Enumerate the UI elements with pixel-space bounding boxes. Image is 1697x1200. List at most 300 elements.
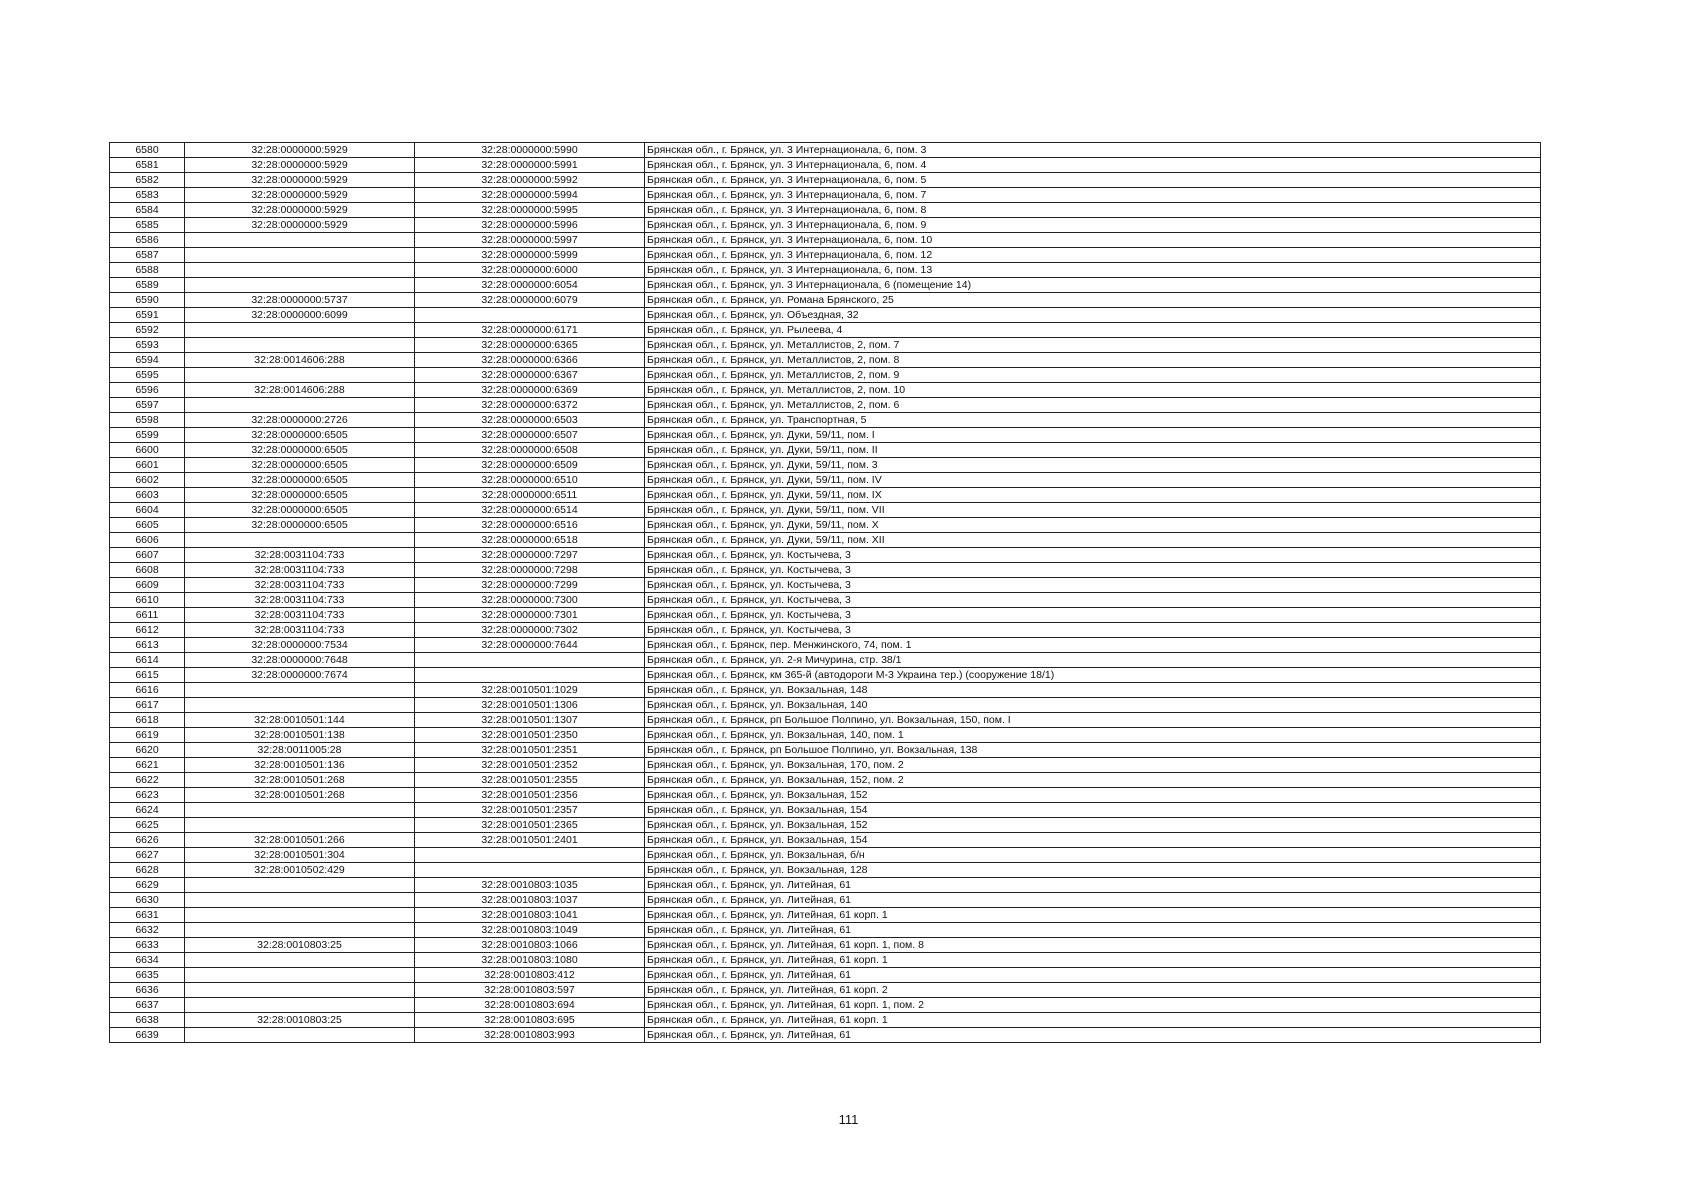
table-body [110,143,1541,1043]
address-cell: Брянская обл., г. Брянск, ул. Дуки, 59/11, пом. IV [645,473,1541,488]
row-number-cell: 6588 [110,263,185,278]
parent-cadastral-number-cell: 32:28:0031104:733 [185,623,415,638]
address-cell: Брянская обл., г. Брянск, ул. Литейная, 61 корп. 1 [645,1013,1541,1028]
cadastral-number-cell: 32:28:0000000:6508 [415,443,645,458]
cadastral-number-cell: 32:28:0010501:1306 [415,698,645,713]
row-number-cell: 6615 [110,668,185,683]
cadastral-number-cell: 32:28:0000000:7298 [415,563,645,578]
parent-cadastral-number-cell: 32:28:0000000:5737 [185,293,415,308]
parent-cadastral-number-cell: 32:28:0014606:288 [185,353,415,368]
parent-cadastral-number-cell [185,278,415,293]
row-number-cell: 6638 [110,1013,185,1028]
address-cell: Брянская обл., г. Брянск, ул. Вокзальная, 154 [645,803,1541,818]
parent-cadastral-number-cell: 32:28:0000000:7648 [185,653,415,668]
table-row [110,458,1541,473]
row-number-cell: 6635 [110,968,185,983]
address-cell: Брянская обл., г. Брянск, ул. Вокзальная, 140, пом. 1 [645,728,1541,743]
table-row [110,218,1541,233]
row-number-cell: 6597 [110,398,185,413]
parent-cadastral-number-cell: 32:28:0010501:138 [185,728,415,743]
address-cell: Брянская обл., г. Брянск, ул. Металлистов, 2, пом. 6 [645,398,1541,413]
row-number-cell: 6629 [110,878,185,893]
address-cell: Брянская обл., г. Брянск, ул. Металлистов, 2, пом. 8 [645,353,1541,368]
address-cell: Брянская обл., г. Брянск, рп Большое Полпино, ул. Вокзальная, 150, пом. I [645,713,1541,728]
table-row [110,668,1541,683]
cadastral-number-cell: 32:28:0000000:6503 [415,413,645,428]
row-number-cell: 6609 [110,578,185,593]
cadastral-number-cell: 32:28:0010501:2351 [415,743,645,758]
table-row [110,893,1541,908]
row-number-cell: 6610 [110,593,185,608]
parent-cadastral-number-cell [185,893,415,908]
cadastral-number-cell: 32:28:0010501:2356 [415,788,645,803]
row-number-cell: 6587 [110,248,185,263]
address-cell: Брянская обл., г. Брянск, ул. Вокзальная, 152 [645,788,1541,803]
cadastral-number-cell [415,653,645,668]
parent-cadastral-number-cell [185,983,415,998]
table-row [110,773,1541,788]
cadastral-number-cell: 32:28:0010803:1035 [415,878,645,893]
address-cell: Брянская обл., г. Брянск, ул. Литейная, 61 корп. 1 [645,953,1541,968]
table-row [110,323,1541,338]
row-number-cell: 6599 [110,428,185,443]
cadastral-number-cell: 32:28:0010501:2365 [415,818,645,833]
row-number-cell: 6623 [110,788,185,803]
cadastral-number-cell: 32:28:0000000:5990 [415,143,645,158]
row-number-cell: 6608 [110,563,185,578]
table-row [110,368,1541,383]
parent-cadastral-number-cell: 32:28:0010501:136 [185,758,415,773]
cadastral-number-cell: 32:28:0010803:597 [415,983,645,998]
row-number-cell: 6605 [110,518,185,533]
cadastral-number-cell: 32:28:0010803:993 [415,1028,645,1043]
row-number-cell: 6631 [110,908,185,923]
cadastral-number-cell: 32:28:0010803:1037 [415,893,645,908]
parent-cadastral-number-cell: 32:28:0000000:6505 [185,428,415,443]
table-row [110,173,1541,188]
row-number-cell: 6636 [110,983,185,998]
parent-cadastral-number-cell: 32:28:0031104:733 [185,548,415,563]
row-number-cell: 6613 [110,638,185,653]
parent-cadastral-number-cell [185,533,415,548]
table-row [110,503,1541,518]
parent-cadastral-number-cell [185,923,415,938]
table-row [110,443,1541,458]
table-row [110,908,1541,923]
cadastral-number-cell: 32:28:0010803:1066 [415,938,645,953]
parent-cadastral-number-cell [185,1028,415,1043]
row-number-cell: 6606 [110,533,185,548]
cadastral-number-cell: 32:28:0000000:6372 [415,398,645,413]
row-number-cell: 6600 [110,443,185,458]
row-number-cell: 6622 [110,773,185,788]
address-cell: Брянская обл., г. Брянск, ул. Вокзальная, 128 [645,863,1541,878]
parent-cadastral-number-cell: 32:28:0010501:266 [185,833,415,848]
table-row [110,1028,1541,1043]
row-number-cell: 6626 [110,833,185,848]
address-cell: Брянская обл., г. Брянск, ул. Металлистов, 2, пом. 9 [645,368,1541,383]
address-cell: Брянская обл., г. Брянск, ул. 3 Интернационала, 6, пом. 10 [645,233,1541,248]
parent-cadastral-number-cell [185,698,415,713]
row-number-cell: 6582 [110,173,185,188]
parent-cadastral-number-cell: 32:28:0031104:733 [185,608,415,623]
address-cell: Брянская обл., г. Брянск, ул. Литейная, 61 корп. 1, пом. 2 [645,998,1541,1013]
row-number-cell: 6604 [110,503,185,518]
cadastral-number-cell: 32:28:0000000:5996 [415,218,645,233]
row-number-cell: 6614 [110,653,185,668]
cadastral-number-cell: 32:28:0000000:5991 [415,158,645,173]
address-cell: Брянская обл., г. Брянск, ул. Костычева, 3 [645,548,1541,563]
parent-cadastral-number-cell: 32:28:0014606:288 [185,383,415,398]
parent-cadastral-number-cell: 32:28:0000000:7674 [185,668,415,683]
address-cell: Брянская обл., г. Брянск, км 365-й (автодороги М-3 Украина тер.) (сооружение 18/1) [645,668,1541,683]
row-number-cell: 6621 [110,758,185,773]
parent-cadastral-number-cell: 32:28:0000000:5929 [185,173,415,188]
address-cell: Брянская обл., г. Брянск, ул. Костычева, 3 [645,578,1541,593]
cadastral-number-cell: 32:28:0000000:6518 [415,533,645,548]
parent-cadastral-number-cell: 32:28:0000000:5929 [185,203,415,218]
address-cell: Брянская обл., г. Брянск, ул. Литейная, 61 [645,878,1541,893]
parent-cadastral-number-cell [185,998,415,1013]
cadastral-number-cell [415,308,645,323]
table-row [110,203,1541,218]
parent-cadastral-number-cell [185,683,415,698]
cadastral-number-cell: 32:28:0010803:694 [415,998,645,1013]
address-cell: Брянская обл., г. Брянск, ул. Вокзальная, 140 [645,698,1541,713]
cadastral-number-cell: 32:28:0000000:6079 [415,293,645,308]
parent-cadastral-number-cell [185,968,415,983]
parent-cadastral-number-cell: 32:28:0000000:6505 [185,503,415,518]
cadastral-number-cell: 32:28:0000000:5995 [415,203,645,218]
table-row [110,263,1541,278]
parent-cadastral-number-cell [185,323,415,338]
table-row [110,758,1541,773]
table-row [110,863,1541,878]
table-row [110,638,1541,653]
row-number-cell: 6612 [110,623,185,638]
cadastral-number-cell: 32:28:0000000:7299 [415,578,645,593]
parent-cadastral-number-cell [185,398,415,413]
cadastral-number-cell: 32:28:0010501:1029 [415,683,645,698]
table-row [110,728,1541,743]
parent-cadastral-number-cell [185,263,415,278]
parent-cadastral-number-cell: 32:28:0000000:6505 [185,458,415,473]
table-row [110,878,1541,893]
address-cell: Брянская обл., г. Брянск, ул. Литейная, 61 [645,893,1541,908]
address-cell: Брянская обл., г. Брянск, ул. 3 Интернационала, 6, пом. 8 [645,203,1541,218]
parent-cadastral-number-cell: 32:28:0010501:268 [185,788,415,803]
row-number-cell: 6601 [110,458,185,473]
row-number-cell: 6633 [110,938,185,953]
cadastral-number-cell: 32:28:0010803:1080 [415,953,645,968]
table-row [110,998,1541,1013]
row-number-cell: 6593 [110,338,185,353]
cadastral-number-cell: 32:28:0010803:412 [415,968,645,983]
address-cell: Брянская обл., г. Брянск, ул. Романа Брянского, 25 [645,293,1541,308]
row-number-cell: 6602 [110,473,185,488]
table-row [110,938,1541,953]
table-row [110,803,1541,818]
row-number-cell: 6619 [110,728,185,743]
address-cell: Брянская обл., г. Брянск, ул. Металлистов, 2, пом. 7 [645,338,1541,353]
row-number-cell: 6628 [110,863,185,878]
address-cell: Брянская обл., г. Брянск, ул. Металлистов, 2, пом. 10 [645,383,1541,398]
cadastral-number-cell: 32:28:0010501:2352 [415,758,645,773]
cadastral-number-cell: 32:28:0000000:7644 [415,638,645,653]
table-row [110,293,1541,308]
address-cell: Брянская обл., г. Брянск, ул. Литейная, 61 [645,968,1541,983]
cadastral-number-cell: 32:28:0000000:6171 [415,323,645,338]
address-cell: Брянская обл., г. Брянск, ул. Дуки, 59/11, пом. X [645,518,1541,533]
parent-cadastral-number-cell: 32:28:0000000:2726 [185,413,415,428]
address-cell: Брянская обл., г. Брянск, ул. Литейная, 61 [645,1028,1541,1043]
table-row [110,233,1541,248]
cadastral-number-cell: 32:28:0000000:6000 [415,263,645,278]
address-cell: Брянская обл., г. Брянск, ул. Дуки, 59/11, пом. XII [645,533,1541,548]
table-row [110,353,1541,368]
address-cell: Брянская обл., г. Брянск, ул. Литейная, 61 корп. 2 [645,983,1541,998]
address-cell: Брянская обл., г. Брянск, ул. Литейная, 61 корп. 1, пом. 8 [645,938,1541,953]
address-cell: Брянская обл., г. Брянск, ул. Костычева, 3 [645,623,1541,638]
table-row [110,473,1541,488]
address-cell: Брянская обл., г. Брянск, ул. Дуки, 59/11, пом. IX [645,488,1541,503]
row-number-cell: 6603 [110,488,185,503]
table-row [110,968,1541,983]
row-number-cell: 6617 [110,698,185,713]
address-cell: Брянская обл., г. Брянск, ул. Дуки, 59/11, пом. 3 [645,458,1541,473]
row-number-cell: 6591 [110,308,185,323]
parent-cadastral-number-cell [185,233,415,248]
address-cell: Брянская обл., г. Брянск, ул. 3 Интернационала, 6, пом. 13 [645,263,1541,278]
address-cell: Брянская обл., г. Брянск, ул. Дуки, 59/11, пом. II [645,443,1541,458]
row-number-cell: 6627 [110,848,185,863]
cadastral-number-cell [415,863,645,878]
address-cell: Брянская обл., г. Брянск, ул. Вокзальная, б/н [645,848,1541,863]
cadastral-number-cell: 32:28:0000000:6365 [415,338,645,353]
row-number-cell: 6581 [110,158,185,173]
cadastral-number-cell: 32:28:0000000:5999 [415,248,645,263]
parent-cadastral-number-cell: 32:28:0010501:304 [185,848,415,863]
cadastral-number-cell: 32:28:0000000:6511 [415,488,645,503]
table-row [110,548,1541,563]
table-row [110,788,1541,803]
row-number-cell: 6583 [110,188,185,203]
address-cell: Брянская обл., г. Брянск, пер. Менжинского, 74, пом. 1 [645,638,1541,653]
parent-cadastral-number-cell [185,908,415,923]
parent-cadastral-number-cell: 32:28:0000000:6505 [185,473,415,488]
cadastral-number-cell: 32:28:0000000:7301 [415,608,645,623]
cadastral-number-cell: 32:28:0010501:2401 [415,833,645,848]
row-number-cell: 6585 [110,218,185,233]
table-row [110,518,1541,533]
address-cell: Брянская обл., г. Брянск, ул. 3 Интернационала, 6, пом. 4 [645,158,1541,173]
row-number-cell: 6632 [110,923,185,938]
table-row [110,488,1541,503]
row-number-cell: 6639 [110,1028,185,1043]
table-row [110,1013,1541,1028]
row-number-cell: 6616 [110,683,185,698]
address-cell: Брянская обл., г. Брянск, ул. Костычева, 3 [645,593,1541,608]
table-row [110,983,1541,998]
address-cell: Брянская обл., г. Брянск, ул. 3 Интернационала, 6 (помещение 14) [645,278,1541,293]
parent-cadastral-number-cell: 32:28:0010803:25 [185,1013,415,1028]
parent-cadastral-number-cell: 32:28:0010501:268 [185,773,415,788]
address-cell: Брянская обл., г. Брянск, ул. Литейная, 61 [645,923,1541,938]
row-number-cell: 6592 [110,323,185,338]
address-cell: Брянская обл., г. Брянск, ул. Литейная, 61 корп. 1 [645,908,1541,923]
cadastral-number-cell: 32:28:0010803:695 [415,1013,645,1028]
row-number-cell: 6625 [110,818,185,833]
cadastral-number-cell: 32:28:0000000:7297 [415,548,645,563]
parent-cadastral-number-cell [185,953,415,968]
address-cell: Брянская обл., г. Брянск, ул. Костычева, 3 [645,608,1541,623]
table-row [110,698,1541,713]
cadastral-number-cell: 32:28:0010501:2357 [415,803,645,818]
table-row [110,848,1541,863]
address-cell: Брянская обл., г. Брянск, ул. 3 Интернационала, 6, пом. 3 [645,143,1541,158]
table-row [110,833,1541,848]
cadastral-number-cell: 32:28:0010501:2350 [415,728,645,743]
parent-cadastral-number-cell: 32:28:0000000:5929 [185,218,415,233]
address-cell: Брянская обл., г. Брянск, ул. 2-я Мичурина, стр. 38/1 [645,653,1541,668]
parent-cadastral-number-cell [185,368,415,383]
parent-cadastral-number-cell: 32:28:0011005:28 [185,743,415,758]
cadastral-number-cell: 32:28:0000000:6367 [415,368,645,383]
table-row [110,593,1541,608]
parent-cadastral-number-cell: 32:28:0000000:6099 [185,308,415,323]
cadastral-number-cell: 32:28:0000000:6510 [415,473,645,488]
cadastral-number-cell: 32:28:0000000:6369 [415,383,645,398]
table-row [110,653,1541,668]
address-cell: Брянская обл., г. Брянск, ул. Транспортная, 5 [645,413,1541,428]
address-cell: Брянская обл., г. Брянск, ул. Объездная, 32 [645,308,1541,323]
cadastral-number-cell: 32:28:0000000:5994 [415,188,645,203]
table-row [110,308,1541,323]
property-register-table [109,142,1541,1043]
address-cell: Брянская обл., г. Брянск, рп Большое Полпино, ул. Вокзальная, 138 [645,743,1541,758]
table-row [110,413,1541,428]
address-cell: Брянская обл., г. Брянск, ул. Вокзальная, 152, пом. 2 [645,773,1541,788]
parent-cadastral-number-cell [185,878,415,893]
cadastral-number-cell: 32:28:0000000:6516 [415,518,645,533]
cadastral-number-cell: 32:28:0000000:7300 [415,593,645,608]
row-number-cell: 6611 [110,608,185,623]
row-number-cell: 6634 [110,953,185,968]
parent-cadastral-number-cell: 32:28:0031104:733 [185,593,415,608]
parent-cadastral-number-cell: 32:28:0000000:5929 [185,143,415,158]
table-row [110,713,1541,728]
cadastral-number-cell: 32:28:0010803:1049 [415,923,645,938]
address-cell: Брянская обл., г. Брянск, ул. Дуки, 59/11, пом. VII [645,503,1541,518]
cadastral-number-cell: 32:28:0000000:5997 [415,233,645,248]
row-number-cell: 6596 [110,383,185,398]
table-row [110,158,1541,173]
row-number-cell: 6586 [110,233,185,248]
row-number-cell: 6580 [110,143,185,158]
table-row [110,338,1541,353]
address-cell: Брянская обл., г. Брянск, ул. 3 Интернационала, 6, пом. 5 [645,173,1541,188]
address-cell: Брянская обл., г. Брянск, ул. Вокзальная, 152 [645,818,1541,833]
row-number-cell: 6595 [110,368,185,383]
row-number-cell: 6594 [110,353,185,368]
cadastral-number-cell: 32:28:0000000:6507 [415,428,645,443]
row-number-cell: 6598 [110,413,185,428]
table-row [110,398,1541,413]
row-number-cell: 6637 [110,998,185,1013]
table-row [110,533,1541,548]
parent-cadastral-number-cell: 32:28:0031104:733 [185,578,415,593]
table-row [110,383,1541,398]
address-cell: Брянская обл., г. Брянск, ул. 3 Интернационала, 6, пом. 7 [645,188,1541,203]
cadastral-number-cell: 32:28:0010501:2355 [415,773,645,788]
parent-cadastral-number-cell: 32:28:0000000:5929 [185,188,415,203]
cadastral-number-cell: 32:28:0010501:1307 [415,713,645,728]
cadastral-number-cell: 32:28:0000000:6366 [415,353,645,368]
parent-cadastral-number-cell: 32:28:0000000:6505 [185,443,415,458]
cadastral-number-cell: 32:28:0000000:6054 [415,278,645,293]
parent-cadastral-number-cell: 32:28:0000000:6505 [185,518,415,533]
table-row [110,743,1541,758]
parent-cadastral-number-cell: 32:28:0031104:733 [185,563,415,578]
address-cell: Брянская обл., г. Брянск, ул. Рылеева, 4 [645,323,1541,338]
table-row [110,578,1541,593]
cadastral-number-cell: 32:28:0000000:6514 [415,503,645,518]
address-cell: Брянская обл., г. Брянск, ул. 3 Интернационала, 6, пом. 9 [645,218,1541,233]
table-row [110,188,1541,203]
parent-cadastral-number-cell: 32:28:0000000:7534 [185,638,415,653]
address-cell: Брянская обл., г. Брянск, ул. Вокзальная, 148 [645,683,1541,698]
row-number-cell: 6630 [110,893,185,908]
row-number-cell: 6624 [110,803,185,818]
table-row [110,278,1541,293]
address-cell: Брянская обл., г. Брянск, ул. Вокзальная, 170, пом. 2 [645,758,1541,773]
table-row [110,428,1541,443]
cadastral-number-cell: 32:28:0000000:5992 [415,173,645,188]
cadastral-number-cell [415,848,645,863]
table-row [110,143,1541,158]
row-number-cell: 6618 [110,713,185,728]
address-cell: Брянская обл., г. Брянск, ул. Вокзальная, 154 [645,833,1541,848]
address-cell: Брянская обл., г. Брянск, ул. 3 Интернационала, 6, пом. 12 [645,248,1541,263]
row-number-cell: 6584 [110,203,185,218]
cadastral-number-cell: 32:28:0000000:7302 [415,623,645,638]
table-row [110,818,1541,833]
page-number: 111 [838,1112,859,1127]
table-row [110,923,1541,938]
parent-cadastral-number-cell: 32:28:0000000:6505 [185,488,415,503]
cadastral-number-cell: 32:28:0000000:6509 [415,458,645,473]
cadastral-number-cell: 32:28:0010803:1041 [415,908,645,923]
table-row [110,248,1541,263]
table-row [110,563,1541,578]
table-row [110,608,1541,623]
row-number-cell: 6589 [110,278,185,293]
row-number-cell: 6620 [110,743,185,758]
parent-cadastral-number-cell [185,818,415,833]
parent-cadastral-number-cell: 32:28:0010803:25 [185,938,415,953]
parent-cadastral-number-cell [185,338,415,353]
parent-cadastral-number-cell: 32:28:0010501:144 [185,713,415,728]
parent-cadastral-number-cell: 32:28:0010502:429 [185,863,415,878]
parent-cadastral-number-cell [185,803,415,818]
table-row [110,953,1541,968]
parent-cadastral-number-cell: 32:28:0000000:5929 [185,158,415,173]
cadastral-number-cell [415,668,645,683]
address-cell: Брянская обл., г. Брянск, ул. Костычева, 3 [645,563,1541,578]
address-cell: Брянская обл., г. Брянск, ул. Дуки, 59/11, пом. I [645,428,1541,443]
table-row [110,623,1541,638]
row-number-cell: 6590 [110,293,185,308]
